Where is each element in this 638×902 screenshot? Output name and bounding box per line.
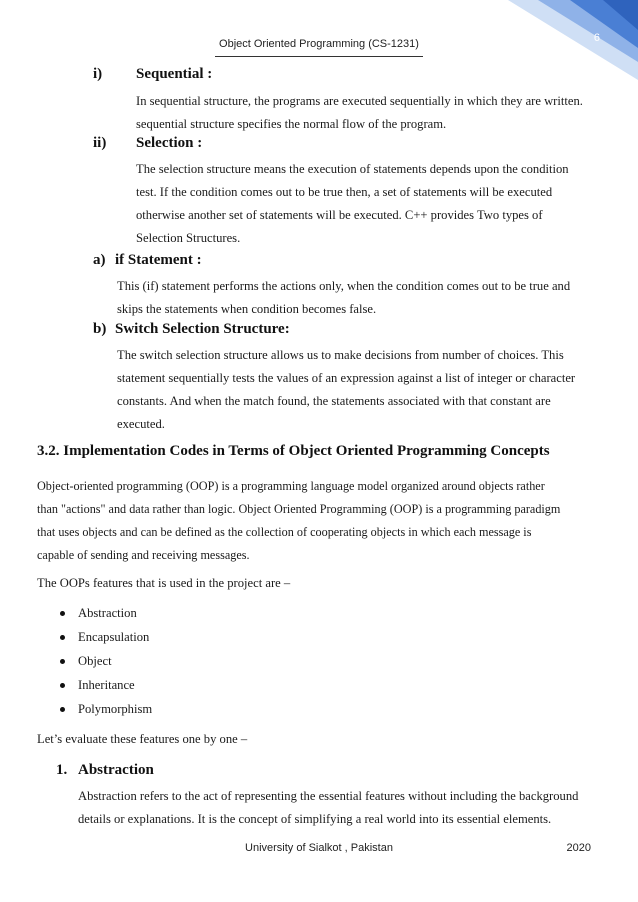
item-paragraph-switch — [117, 344, 575, 436]
text-line: constants. And when the match found, the statements associated with that constant are — [117, 394, 551, 408]
text-line: test. If the condition comes out to be true then, a set of statements will be executed — [136, 185, 553, 199]
bullet-icon — [60, 635, 65, 640]
text-line: than "actions" and data rather than logic. Object Oriented Programming (OOP) is a programming paradigm — [37, 502, 561, 516]
item-title: Sequential : — [136, 66, 213, 82]
subsection-paragraph-abstraction — [78, 785, 578, 831]
item-title: Switch Selection Structure: — [115, 321, 290, 337]
bullet-icon — [60, 659, 65, 664]
bullet-icon — [60, 707, 65, 712]
list-item-text: Object — [78, 654, 112, 668]
text-line: capable of sending and receiving messages. — [37, 548, 250, 562]
item-number: b) — [93, 321, 107, 337]
item-title: Selection : — [136, 135, 203, 151]
bullet-icon — [60, 611, 65, 616]
item-number: ii) — [93, 135, 107, 151]
running-header: Object Oriented Programming (CS-1231) — [219, 38, 419, 50]
text-line: The switch selection structure allows us to make decisions from number of choices. This — [117, 348, 564, 362]
list-item-text: Abstraction — [78, 606, 137, 620]
subsection-title: Abstraction — [78, 762, 154, 778]
subsection-number: 1. — [56, 762, 68, 778]
text-line: executed. — [117, 417, 165, 431]
text-line: sequential structure specifies the normal flow of the program. — [136, 117, 447, 131]
list-item-text: Polymorphism — [78, 702, 153, 716]
text-line: Selection Structures. — [136, 231, 241, 245]
item-number: i) — [93, 66, 103, 82]
item-paragraph-if-statement — [117, 275, 570, 321]
text-line: Object-oriented programming (OOP) is a programming language model organized around objects rather — [37, 479, 545, 493]
item-number: a) — [93, 252, 106, 268]
page-number: 6 — [593, 32, 600, 44]
text-line: The selection structure means the execution of statements depends upon the condition — [136, 162, 569, 176]
text-line: In sequential structure, the programs are executed sequentially in which they are written. — [136, 94, 583, 108]
item-paragraph-selection — [136, 158, 569, 250]
text-line: details or explanations. It is the concept of simplifying a real world into its essential elements. — [78, 812, 552, 826]
bullet-icon — [60, 683, 65, 688]
footer-year: 2020 — [566, 842, 591, 854]
text-line: This (if) statement performs the actions only, when the condition comes out to be true and — [117, 279, 571, 293]
list-item-text: Encapsulation — [78, 630, 150, 644]
list-item-text: Inheritance — [78, 678, 135, 692]
text-line: Abstraction refers to the act of representing the essential features without including the background — [78, 789, 579, 803]
item-paragraph-sequential — [136, 90, 583, 136]
evaluate-line — [37, 728, 247, 751]
text-line: Let’s evaluate these features one by one – — [37, 732, 248, 746]
item-title: if Statement : — [115, 252, 202, 268]
text-line: The OOPs features that is used in the project are – — [37, 576, 291, 590]
text-line: that uses objects and can be defined as the collection of cooperating objects in which each message is — [37, 525, 532, 539]
header-rule — [215, 56, 423, 57]
text-line: statement sequentially tests the values of an expression against a list of integer or character — [117, 371, 576, 385]
footer-university: University of Sialkot , Pakistan — [245, 842, 393, 854]
features-lead — [37, 572, 290, 595]
section-heading: 3.2. Implementation Codes in Terms of Object Oriented Programming Concepts — [37, 443, 550, 459]
text-line: skips the statements when condition becomes false. — [117, 302, 377, 316]
text-line: otherwise another set of statements will be executed. C++ provides Two types of — [136, 208, 543, 222]
section-intro-paragraph — [37, 475, 560, 567]
